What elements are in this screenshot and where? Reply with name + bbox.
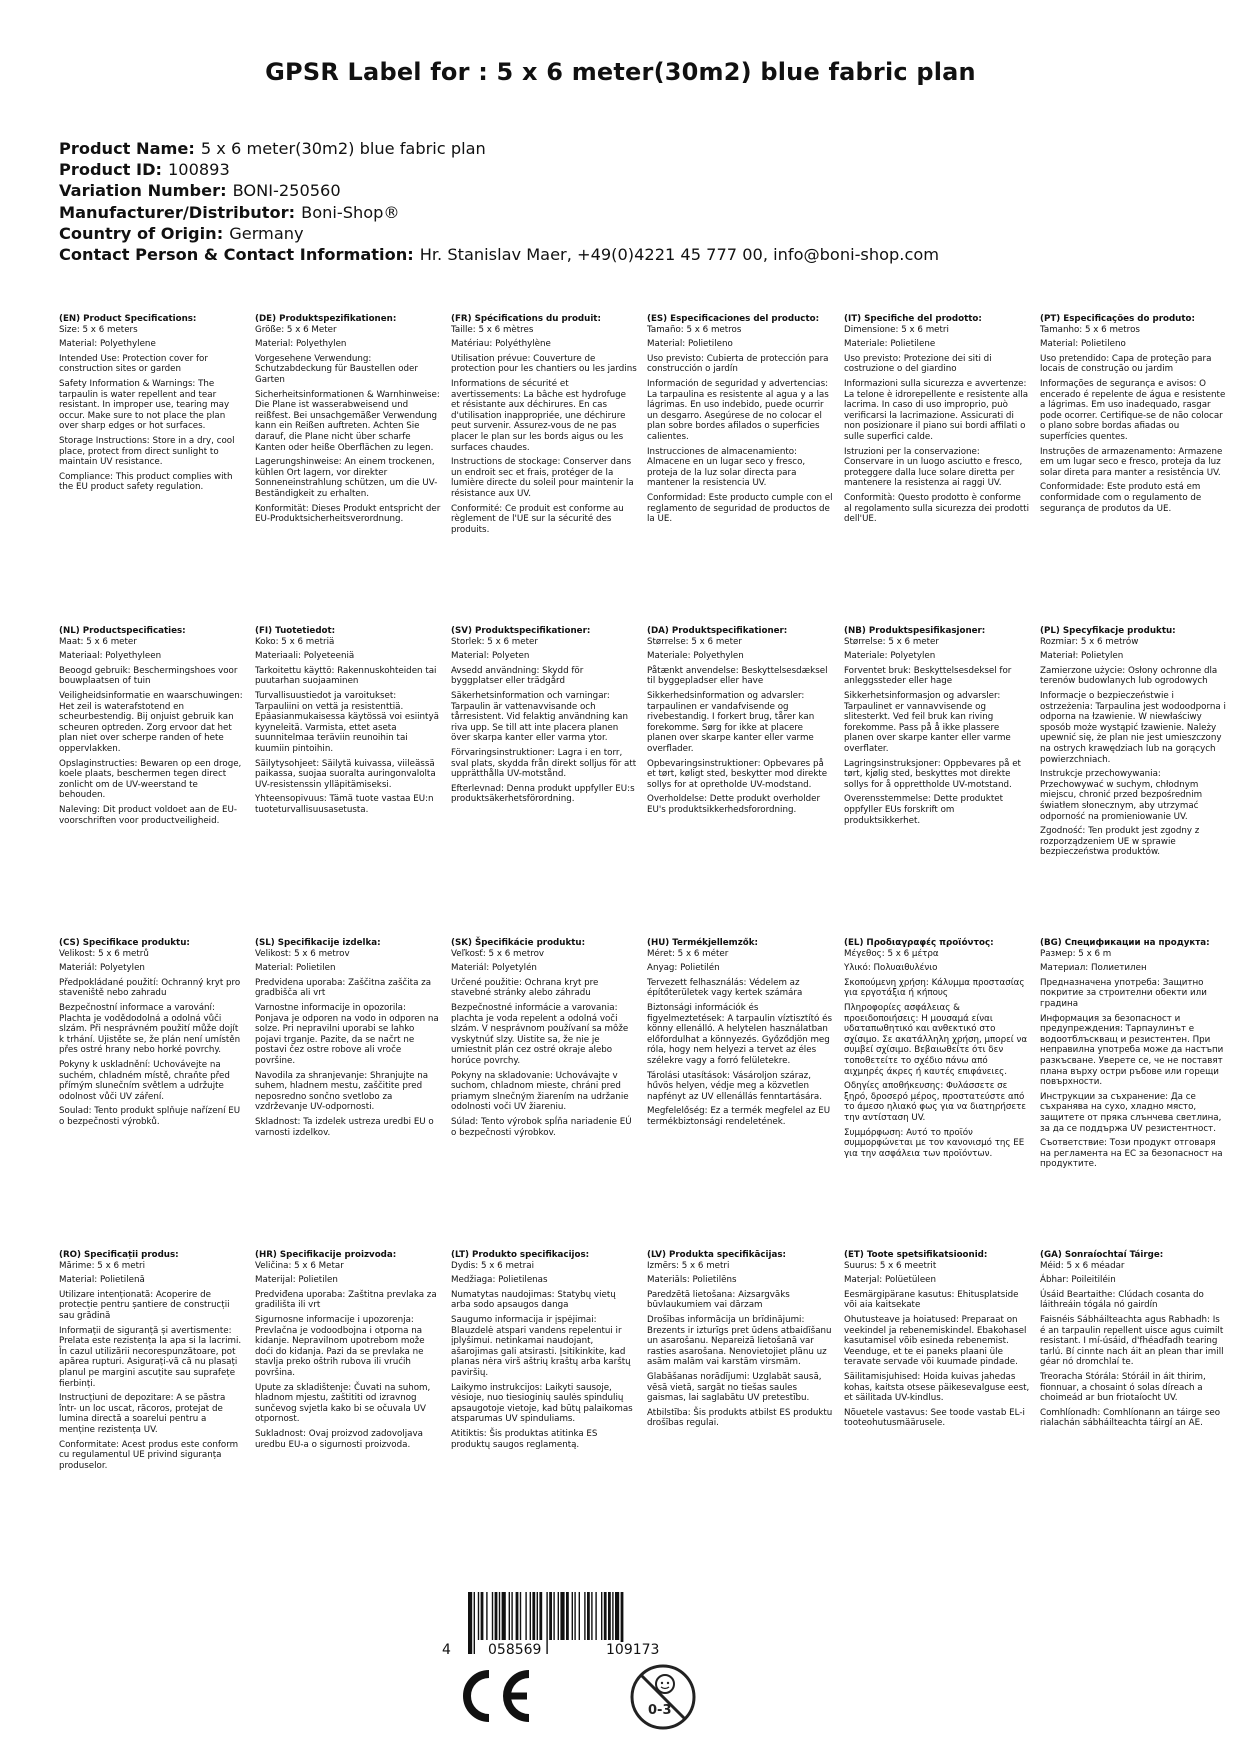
barcode-bar [502, 1592, 506, 1640]
spec-safety: Sikkerhedsinformation og advarsler: tarpaulinen er vandafvisende og rivebestandig. I forkert brug, tårer kan forekomme. Sørg for ikke at placere planen over skarpe kanter eller varme overflader. [647, 690, 815, 754]
spec-safety: Informații de siguranță și avertismente: Prelata este rezistența la apa si la lacrimi. În cazul utilizării necorespunzătoare, pot apărea rupturi. Asigurați-vă că nu plasați planul pe margini ascuțite sau suprafețe fierbinți. [59, 1325, 242, 1389]
spec-safety: Sikkerhetsinformasjon og advarsler: Tarpaulinet er vannavvisende og slitesterkt. Ved feil bruk kan riving forekomme. Pass på å ikke plassere planen over skarpe kanter eller varme overflater. [844, 690, 1011, 754]
barcode-digits-right: 109173 [606, 1642, 660, 1658]
spec-storage: Tárolási utasítások: Vásároljon száraz, hűvös helyen, védje meg a közvetlen napfényt az UV ellenállás fenntartására. [647, 1070, 823, 1102]
product-info [59, 138, 1199, 265]
variation-row [59, 180, 1199, 201]
spec-material: Material: Polietilen [255, 963, 336, 974]
spec-size: Størrelse: 5 x 6 meter [844, 636, 939, 647]
spec-title: (DE) Produktspezifikationen: [255, 314, 397, 324]
barcode-bar [566, 1592, 569, 1640]
spec-title: (LV) Produkta specifikācijas: [647, 1250, 786, 1260]
spec-compliance: Comhlíonadh: Comhlíonann an táirge seo rialachán sábháilteachta táirgí an AE. [1040, 1407, 1221, 1429]
spec-title: (HR) Specifikacije proizvoda: [255, 1250, 397, 1260]
spec-title: (RO) Specificații produs: [59, 1250, 179, 1260]
spec-title: (IT) Specifiche del prodotto: [844, 314, 982, 324]
spec-use: Tarkoitettu käyttö: Rakennuskohteiden tai puutarhan suojaaminen [255, 665, 437, 687]
barcode-bar [579, 1592, 580, 1640]
ce-mark-icon [455, 1668, 535, 1724]
barcode-bar [474, 1592, 475, 1654]
spec-safety: Safety Information & Warnings: The tarpaulin is water repellent and tear resistant. In improper use, tearing may occur. Make sure to not place the plan over sharp edges or hot surfaces. [59, 378, 230, 432]
spec-block [59, 938, 245, 1128]
spec-size: Suurus: 5 x 6 meetrit [844, 1260, 937, 1271]
barcode-bar [486, 1592, 487, 1640]
spec-use: Beoogd gebruik: Beschermingshoes voor bouwplaatsen of tuin [59, 665, 238, 687]
spec-compliance: Sukladnost: Ovaj proizvod zadovoljava uredbu EU-a o sigurnosti proizvoda. [255, 1428, 423, 1450]
spec-material: Материал: Полиетилен [1040, 963, 1147, 974]
spec-compliance: Συμμόρφωση: Αυτό το προϊόν συμμορφώνεται με τον κανονισμό της ΕΕ για την ασφάλεια των προϊόντων. [844, 1127, 1025, 1159]
spec-block [844, 1250, 1030, 1429]
spec-compliance: Yhteensopivuus: Tämä tuote vastaa EU:n tuoteturvallisuusasetusta. [255, 794, 434, 815]
barcode-bar [511, 1592, 512, 1640]
spec-storage: Instructions de stockage: Conserver dans un endroit sec et frais, protéger de la lumière directe du soleil pour maintenir la résistance aux UV. [451, 457, 634, 499]
spec-title: (ES) Especificaciones del producto: [647, 314, 820, 324]
spec-size: Size: 5 x 6 meters [59, 324, 138, 335]
barcode-bar [574, 1592, 575, 1640]
spec-use: Eesmärgipärane kasutus: Ehitusplatside või aia kaitsekate [844, 1289, 1019, 1311]
spec-material: Materiál: Polyetylen [59, 963, 145, 974]
spec-size: Maat: 5 x 6 meter [59, 636, 137, 647]
spec-use: Uso previsto: Cubierta de protección para construcción o jardín [647, 353, 829, 375]
spec-compliance: Skladnost: Ta izdelek ustreza uredbi EU o varnosti izdelkov. [255, 1116, 434, 1138]
barcode-bar [516, 1592, 519, 1640]
contact-row [59, 244, 1199, 265]
spec-block [255, 314, 441, 525]
spec-size: Dydis: 5 x 6 metrai [451, 1260, 534, 1271]
manufacturer-row [59, 202, 1199, 223]
barcode-bar [468, 1592, 472, 1654]
spec-material: Material: Polyethylen [255, 339, 347, 350]
barcode-bar [532, 1592, 535, 1640]
spec-material: Material: Polietileno [1040, 339, 1126, 350]
barcode-bar [615, 1592, 619, 1640]
barcode-bar [499, 1592, 500, 1640]
spec-storage: Säilytysohjeet: Säilytä kuivassa, viileässä paikassa, suojaa suoralta auringonvalolta UV-resistenssin ylläpitämiseksi. [255, 758, 436, 790]
barcode-bar [572, 1592, 573, 1640]
spec-block [1040, 1250, 1226, 1429]
spec-material: Material: Polietileno [647, 339, 733, 350]
barcode-bar [549, 1592, 552, 1640]
spec-size: Tamaño: 5 x 6 metros [647, 324, 742, 335]
product-name-value: 5 x 6 meter(30m2) blue fabric plan [200, 139, 486, 158]
spec-storage: Laikymo instrukcijos: Laikyti sausoje, vėsioje, nuo tiesioginių saulės spindulių apsaugotoje vietoje, kad būtų palaikomas atsparumas UV spinduliams. [451, 1382, 633, 1425]
spec-safety: Πληροφορίες ασφάλειας & προειδοποιήσεις: Η μουσαμά είναι υδαταπωθητικό και ανθεκτικό στο σχίσιμο. Σε ακατάλληλη χρήση, μπορεί να συμβεί σχίσιμο. Βεβαιωθείτε ότι δεν τοποθετείτε το σχέδιο πάνω από αιχμηρές άκρες ή καυτές επιφάνειες. [844, 1002, 1028, 1077]
spec-block [647, 1250, 833, 1429]
spec-compliance: Compliance: This product complies with the EU product safety regulation. [59, 471, 233, 493]
spec-safety: Ohutusteave ja hoiatused: Preparaat on veekindel ja rebenemiskindel. Ebakohasel kasutamisel võib esineda rebenemist. Veenduge, et te ei paneks plaani üle teravate servade või kuumade pindade. [844, 1314, 1027, 1368]
spec-block [647, 626, 833, 816]
barcode-bar [539, 1592, 542, 1640]
barcode-digit-lead: 4 [442, 1642, 451, 1658]
variation-label: Variation Number: [59, 181, 227, 201]
spec-storage: Opbevaringsinstruktioner: Opbevares på et tørt, køligt sted, beskytter mod direkte sollys for at opretholde UV-modstand. [647, 758, 828, 790]
barcode-bar [612, 1592, 613, 1640]
spec-compliance: Zgodność: Ten produkt jest zgodny z rozporządzeniem UE w sprawie bezpieczeństwa produktów. [1040, 826, 1200, 858]
spec-safety: Informacje o bezpieczeństwie i ostrzeżenia: Tarpaulina jest wodoodporna i odporna na łzawienie. W niewłaściwy sposób może wystąpić łzawienie. Należy upewnić się, że plan nie jest umieszczony na ostrych krawędziach lub na gorących powierzchniach. [1040, 690, 1226, 765]
spec-compliance: Soulad: Tento produkt splňuje nařízení EU o bezpečnosti výrobků. [59, 1106, 241, 1127]
barcode-bar [560, 1592, 564, 1640]
spec-safety: Sicherheitsinformationen & Warnhinweise: Die Plane ist wasserabweisend und reißfest. Bei unsachgemäßer Verwendung kann ein Reißen auftreten. Achten Sie darauf, die Plane nicht über scharfe Kanten oder heiße Oberflächen zu legen. [255, 389, 440, 453]
spec-safety: Información de seguridad y advertencias: La tarpaulina es resistente al agua y a las lágrimas. En uso indebido, puede ocurrir un desgarro. Asegúrese de no colocar el plan sobre bordes afilados o superficies calientes. [647, 378, 829, 442]
spec-storage: Instrucțiuni de depozitare: A se păstra într- un loc uscat, răcoros, protejat de lumina directă a soarelui pentru a menține rezistența UV. [59, 1393, 226, 1435]
spec-use: Předpokládané použití: Ochranný kryt pro staveniště nebo zahradu [59, 977, 241, 999]
spec-title: (BG) Спецификации на продукта: [1040, 938, 1210, 948]
barcode-bar [530, 1592, 531, 1640]
spec-title: (LT) Produkto specifikacijos: [451, 1250, 590, 1260]
spec-storage: Storage Instructions: Store in a dry, cool place, protect from direct sunlight to maintain UV resistance. [59, 435, 235, 468]
spec-safety: Drošības informācija un brīdinājumi: Brezents ir izturīgs pret ūdens atbaidīšanu un asarošanu. Nepareizā lietošanā var rasties asarošana. Nenovietojiet plānu uz asām malām vai karstām virsmām. [647, 1314, 832, 1368]
spec-storage: Treoracha Stórála: Stóráil in áit thirim, fionnuar, a chosaint ó solas díreach a choimeád ar bun friotaíocht UV. [1040, 1371, 1206, 1404]
spec-storage: Opslaginstructies: Bewaren op een droge, koele plaats, beschermen tegen direct zonlicht om de UV-weerstand te behouden. [59, 758, 242, 801]
barcode-digits-left: 058569 [488, 1642, 542, 1658]
spec-storage: Glabāšanas norādījumi: Uzglabāt sausā, vēsā vietā, sargāt no tiešas saules gaismas, lai saglabātu UV pretestību. [647, 1371, 822, 1404]
spec-use: Uso previsto: Protezione dei siti di costruzione o del giardino [844, 353, 992, 375]
spec-safety: Bezpečnostní informace a varování: Plachta je vodědodolná a odolná vůči slzám. Při nesprávném použití může dojít k trhání. Ujistěte se, že plán není umístěn přes ostré hrany nebo horké povrchy. [59, 1002, 241, 1056]
spec-size: Koko: 5 x 6 metriä [255, 636, 335, 647]
spec-use: Intended Use: Protection cover for construction sites or garden [59, 353, 208, 375]
spec-use: Avsedd användning: Skydd för byggplatser eller trädgård [451, 665, 584, 687]
spec-compliance: Съответствие: Този продукт отговаря на регламента на ЕС за безопасност на продуктите. [1040, 1138, 1223, 1170]
spec-compliance: Nõuetele vastavus: See toode vastab EL-i tooteohutusmäärusele. [844, 1407, 1025, 1429]
spec-compliance: Naleving: Dit product voldoet aan de EU-voorschriften voor productveiligheid. [59, 804, 238, 826]
spec-material: Materiāls: Polietilēns [647, 1275, 737, 1286]
barcode-bar [558, 1592, 559, 1640]
page-title: GPSR Label for : 5 x 6 meter(30m2) blue fabric plan [265, 58, 976, 86]
barcode-bar [584, 1592, 585, 1640]
spec-title: (EL) Προδιαγραφές προϊόντος: [844, 938, 994, 948]
manufacturer-value: Boni-Shop® [301, 202, 400, 222]
product-id-label: Product ID: [59, 160, 162, 180]
spec-title: (SV) Produktspecifikationer: [451, 626, 591, 636]
spec-block [59, 626, 245, 826]
spec-size: Méret: 5 x 6 méter [647, 948, 729, 959]
spec-material: Υλικό: Πολυαιθυλένιο [844, 963, 938, 974]
spec-size: Taille: 5 x 6 mètres [451, 324, 534, 335]
barcode-bar [525, 1592, 526, 1640]
spec-size: Размер: 5 x 6 m [1040, 948, 1112, 959]
spec-use: Úsáid Beartaithe: Clúdach cosanta do láithreáin tógála nó gairdín [1040, 1289, 1204, 1311]
spec-material: Materjal: Polüetüleen [844, 1275, 937, 1286]
spec-size: Größe: 5 x 6 Meter [255, 324, 337, 335]
product-name-row [59, 138, 1199, 159]
spec-material: Matériau: Polyéthylène [451, 339, 551, 350]
spec-use: Vorgesehene Verwendung: Schutzabdeckung für Baustellen oder Garten [255, 353, 418, 385]
barcode-bar [587, 1592, 590, 1640]
product-id-row [59, 159, 1199, 180]
spec-compliance: Konformität: Dieses Produkt entspricht der EU-Produktsicherheitsverordnung. [255, 503, 441, 525]
spec-block [647, 314, 833, 525]
barcode-bar [520, 1592, 521, 1640]
barcode [440, 1592, 740, 1662]
spec-title: (DA) Produktspecifikationer: [647, 626, 788, 636]
spec-size: Izmērs: 5 x 6 metri [647, 1260, 730, 1271]
spec-material: Materiale: Polietilene [844, 339, 936, 350]
spec-safety: Informations de sécurité et avertissements: La bâche est hydrofuge et résistante aux déchirures. En cas d'utilisation inappropriée, une déchirure peut survenir. Assurez-vous de ne pas placer le plan sur les bords aigus ou les surfaces chaudes. [451, 378, 627, 453]
spec-storage: Navodila za shranjevanje: Shranjujte na suhem, hladnem mestu, zaščitite pred neposredno sončno svetlobo za vzdrževanje UV-odpornosti. [255, 1070, 429, 1113]
spec-title: (SL) Specifikacije izdelka: [255, 938, 381, 948]
spec-compliance: Conformitate: Acest produs este conform cu regulamentul UE privind siguranța produselor. [59, 1439, 239, 1471]
spec-size: Méid: 5 x 6 méadar [1040, 1260, 1125, 1271]
spec-compliance: Atitiktis: Šis produktas atitinka ES produktų saugos reglamentą. [451, 1428, 598, 1450]
spec-block [844, 626, 1030, 826]
age-range-label: 0-3 [648, 1703, 672, 1718]
spec-block [451, 1250, 637, 1450]
spec-safety: Saugumo informacija ir įspėjimai: Blauzdelė atspari vandens repelentui ir įplyšimui. netinkamai naudojant, ašarojimas gali atsirasti. Įsitikinkite, kad planas nėra virš aštrių kraštų arba karštų paviršių. [451, 1314, 631, 1378]
spec-use: Paredzētā lietošana: Aizsargvāks būvlaukumiem vai dārzam [647, 1289, 790, 1311]
spec-title: (GA) Sonraíochtaí Táirge: [1040, 1250, 1164, 1260]
product-name-label: Product Name: [59, 139, 195, 158]
barcode-bar [495, 1592, 498, 1640]
spec-block [1040, 938, 1226, 1170]
spec-block [59, 314, 245, 493]
spec-storage: Οδηγίες αποθήκευσης: Φυλάσσετε σε ξηρό, δροσερό μέρος, προστατεύστε από το άμεσο ηλιακό φως για να διατηρήσετε την αντίσταση UV. [844, 1081, 1026, 1123]
spec-block [59, 1250, 245, 1471]
spec-storage: Pokyny k uskladnění: Uchovávejte na suchém, chladném místě, chraňte před přímým slunečním světlem a udržujte odolnost vůči UV záření. [59, 1059, 230, 1102]
spec-use: Numatytas naudojimas: Statybų vietų arba sodo apsaugos danga [451, 1289, 616, 1311]
spec-safety: Veiligheidsinformatie en waarschuwingen: Het zeil is waterafstotend en scheurbestendig. Bij onjuist gebruik kan scheuren optreden. Zorg ervoor dat het plan niet over scherpe randen of hete oppervlakken. [59, 690, 243, 754]
spec-title: (NL) Productspecificaties: [59, 626, 186, 636]
spec-safety: Информация за безопасност и предупреждения: Тарпаулинът е водоотблъскващ и резистентен. При неправилна употреба може да настъпи разкъсване. Уверете се, че не поставят плана върху остри ръбове или горещи повърхности. [1040, 1013, 1224, 1088]
spec-block [255, 1250, 441, 1450]
spec-compliance: Conformità: Questo prodotto è conforme al regolamento sulla sicurezza dei prodotti dell'UE. [844, 492, 1029, 525]
spec-title: (PL) Specyfikacje produktu: [1040, 626, 1176, 636]
spec-block [647, 938, 833, 1128]
origin-value: Germany [229, 223, 304, 243]
not-for-children-0-3-icon [628, 1662, 698, 1732]
spec-size: Μέγεθος: 5 x 6 μέτρα [844, 948, 939, 959]
barcode-bar [601, 1592, 602, 1640]
spec-block [451, 938, 637, 1138]
spec-use: Предназначена употреба: Защитно покритие за строителни обекти или градина [1040, 977, 1207, 1009]
spec-safety: Bezpečnostné informácie a varovania: plachta je voda repelent a odolná voči slzám. V nesprávnom používaní sa môže vyskytnúť slzy. Uistite sa, že nie je umiestnit plán cez ostré okraje alebo horúce povrchy. [451, 1002, 629, 1066]
spec-storage: Upute za skladištenje: Čuvati na suhom, hladnom mjestu, zaštititi od izravnog sunčevog svjetla kako bi se očuvala UV otpornost. [255, 1382, 431, 1425]
spec-compliance: Overensstemmelse: Dette produktet oppfyller EUs forskrift om produktsikkerhet. [844, 794, 1003, 826]
spec-block [1040, 626, 1226, 858]
spec-safety: Varnostne informacije in opozorila: Ponjava je odporen na vodo in odporen na solze. Pri nepravilni uporabi se lahko pojavi trganje. Pazite, da se načrt ne postavi čez ostre robove ali vroče površine. [255, 1002, 439, 1066]
spec-size: Dimensione: 5 x 6 metri [844, 324, 949, 335]
spec-title: (ET) Toote spetsifikatsioonid: [844, 1250, 988, 1260]
spec-size: Veličina: 5 x 6 Metar [255, 1260, 344, 1271]
spec-storage: Lagerungshinweise: An einem trockenen, kühlen Ort lagern, vor direkter Sonneneinstrahlung schützen, um die UV-Beständigkeit zu erhalten. [255, 457, 438, 499]
spec-use: Predvidena uporaba: Zaščitna zaščita za gradbišča ali vrt [255, 977, 432, 999]
spec-use: Uso pretendido: Capa de proteção para locais de construção ou jardim [1040, 353, 1212, 375]
contact-value: Hr. Stanislav Maer, +49(0)4221 45 777 00, info@boni-shop.com [419, 245, 940, 265]
barcode-bar [537, 1592, 538, 1640]
spec-size: Veľkosť: 5 x 6 metrov [451, 948, 545, 959]
barcode-bar [481, 1592, 484, 1640]
spec-title: (EN) Product Specifications: [59, 314, 197, 324]
spec-safety: Säkerhetsinformation och varningar: Tarpaulin är vattenavvisande och tårresistent. Vid felaktig användning kan riva upp. Se till att inte placera planen över skarpa kanter eller varma ytor. [451, 690, 628, 744]
product-id-value: 100893 [167, 160, 230, 180]
spec-material: Materiaali: Polyeteeniä [255, 651, 355, 662]
spec-block [1040, 314, 1226, 514]
spec-size: Tamanho: 5 x 6 metros [1040, 324, 1140, 335]
spec-material: Materiaal: Polyethyleen [59, 651, 162, 662]
spec-size: Velikost: 5 x 6 metrov [255, 948, 350, 959]
variation-value: BONI-250560 [232, 181, 341, 201]
origin-label: Country of Origin: [59, 223, 224, 243]
spec-material: Anyag: Polietilén [647, 963, 720, 974]
spec-block [844, 938, 1030, 1159]
spec-material: Materiale: Polyetylen [844, 651, 936, 662]
spec-size: Velikost: 5 x 6 metrů [59, 948, 149, 959]
spec-compliance: Súlad: Tento výrobok spĺňa nariadenie EÚ o bezpečnosti výrobkov. [451, 1116, 632, 1138]
spec-storage: Säilitamisjuhised: Hoida kuivas jahedas kohas, kaitsta otsese päikesevalguse eest, et säilitada UV-kindlus. [844, 1371, 1030, 1404]
spec-use: Påtænkt anvendelse: Beskyttelsesdæksel til byggepladser eller have [647, 665, 828, 687]
barcode-bar [595, 1592, 596, 1640]
spec-size: Størrelse: 5 x 6 meter [647, 636, 742, 647]
spec-material: Materiale: Polyethylen [647, 651, 744, 662]
barcode-bar [492, 1592, 493, 1640]
spec-use: Predviđena uporaba: Zaštitna prevlaka za gradilišta ili vrt [255, 1289, 437, 1311]
spec-material: Materiál: Polyetylén [451, 963, 537, 974]
spec-compliance: Conformité: Ce produit est conforme au règlement de l'UE sur la sécurité des produits. [451, 503, 624, 535]
barcode-bar [509, 1592, 510, 1640]
spec-compliance: Overholdelse: Dette produkt overholder EU's produktsikkerhedsforordning. [647, 794, 821, 815]
spec-material: Material: Polyeten [451, 651, 530, 662]
spec-material: Ábhar: Poileitiléin [1040, 1275, 1116, 1286]
spec-safety: Faisnéis Sábháilteachta agus Rabhadh: Is é an tarpaulin repellent uisce agus cuimilt resistant. I mí-úsáid, d'fhéadfadh tearing tarlú. Bí cinnte nach áit an plean thar imill géar nó dromchlaí te. [1040, 1314, 1224, 1368]
origin-row [59, 223, 1199, 244]
manufacturer-label: Manufacturer/Distributor: [59, 202, 296, 222]
spec-safety: Sigurnosne informacije i upozorenja: Prevlačna je vodoodbojna i otporna na kidanje. Nepravilnom upotrebom može doći do kidanja. Pazi da se prevlaka ne stavlja preko oštrih rubova ili vrućih površina. [255, 1314, 425, 1378]
spec-use: Určené použitie: Ochrana kryt pre stavebné stránky alebo záhradu [451, 977, 599, 999]
spec-title: (HU) Termékjellemzők: [647, 938, 759, 948]
spec-use: Tervezett felhasználás: Védelem az építőterületek vagy kertek számára [647, 977, 803, 999]
spec-block [255, 938, 441, 1138]
spec-storage: Instrukcje przechowywania: Przechowywać w suchym, chłodnym miejscu, chronić przed bezpośrednim światłem słonecznym, aby utrzymać odporność na promieniowanie UV. [1040, 769, 1203, 822]
spec-title: (SK) Špecifikácie produktu: [451, 938, 586, 948]
spec-block [844, 314, 1030, 525]
spec-grid [59, 314, 1229, 1564]
spec-safety: Turvallisuustiedot ja varoitukset: Tarpauliini on vettä ja resistenttiä. Epäasianmukaisessa käytössä voi esiintyä kyyneleitä. Varmista, ettet aseta suunnitelmaa teräviin reunoihin tai kuumiin pintoihin. [255, 690, 439, 754]
spec-title: (NB) Produktspesifikasjoner: [844, 626, 986, 636]
contact-label: Contact Person & Contact Information: [59, 245, 414, 265]
barcode-bar [591, 1592, 592, 1640]
spec-storage: Pokyny na skladovanie: Uchovávajte v suchom, chladnom mieste, chráni pred priamym slnečným žiarením na udržanie odolnosti voči UV žiareniu. [451, 1070, 629, 1113]
barcode-bar [553, 1592, 554, 1640]
barcode-bar [604, 1592, 607, 1640]
spec-size: Storlek: 5 x 6 meter [451, 636, 538, 647]
spec-compliance: Conformidad: Este producto cumple con el reglamento de seguridad de productos de la UE. [647, 492, 833, 525]
spec-safety: Biztonsági információk és figyelmeztetések: A tarpaulin víztisztító és könny ellenálló. A helytelen használatban előfordulhat a könnyezés. Győződjön meg róla, hogy nem helyezi a tervet az éles szélekre vagy a forró felületekre. [647, 1002, 832, 1066]
spec-compliance: Conformidade: Este produto está em conformidade com o regulamento de segurança de produtos da UE. [1040, 482, 1202, 514]
spec-use: Utilisation prévue: Couverture de protection pour les chantiers ou les jardins [451, 353, 637, 375]
spec-use: Zamierzone użycie: Osłony ochronne dla terenów budowlanych lub ogrodowych [1040, 665, 1218, 687]
spec-size: Rozmiar: 5 x 6 metrów [1040, 636, 1139, 647]
barcode-bar [608, 1592, 611, 1640]
spec-compliance: Efterlevnad: Denna produkt uppfyller EU:s produktsäkerhetsförordning. [451, 783, 635, 805]
spec-material: Material: Polyethylene [59, 339, 156, 350]
spec-material: Materijal: Polietilen [255, 1275, 338, 1286]
spec-use: Σκοπούμενη χρήση: Κάλυμμα προστασίας για εργοτάξια ή κήπους [844, 977, 1025, 999]
spec-title: (FR) Spécifications du produit: [451, 314, 601, 324]
barcode-bar [478, 1592, 479, 1640]
spec-title: (FI) Tuotetiedot: [255, 626, 336, 636]
spec-storage: Förvaringsinstruktioner: Lagra i en torr, sval plats, skydda från direkt solljus för att upprätthålla UV-motstånd. [451, 747, 637, 780]
spec-use: Utilizare intenționată: Acoperire de protecție pentru șantiere de construcții sau grădină [59, 1289, 230, 1321]
spec-storage: Istruzioni per la conservazione: Conservare in un luogo asciutto e fresco, proteggere dalla luce solare diretta per mantenere la resistenza ai raggi UV. [844, 446, 1023, 489]
spec-material: Material: Polietilenă [59, 1275, 145, 1286]
spec-block [451, 314, 637, 535]
barcode-bar [546, 1592, 547, 1654]
spec-title: (PT) Especificações do produto: [1040, 314, 1195, 324]
spec-title: (CS) Specifikace produktu: [59, 938, 190, 948]
spec-compliance: Atbilstība: Šis produkts atbilst ES produktu drošības regulai. [647, 1407, 833, 1429]
spec-compliance: Megfelelőség: Ez a termék megfelel az EU termékbiztonsági rendeletének. [647, 1106, 831, 1127]
spec-storage: Instrucciones de almacenamiento: Almacene en un lugar seco y fresco, proteja de la luz solar directa para mantener la resistencia UV. [647, 446, 806, 489]
spec-storage: Lagringsinstruksjoner: Oppbevares på et tørt, kjølig sted, beskyttes mot direkte sollys for å opprettholde UV-motstand. [844, 758, 1021, 790]
spec-storage: Instruções de armazenamento: Armazene em um lugar seco e fresco, proteja da luz solar direta para manter a resistência UV. [1040, 446, 1223, 478]
spec-block [255, 626, 441, 816]
spec-storage: Инструкции за съхранение: Да се съхранява на сухо, хладно място, защитете от пряка слънчева светлина, за да се поддържа UV резистентност. [1040, 1091, 1222, 1134]
spec-safety: Informazioni sulla sicurezza e avvertenze: La telone è idrorepellente e resistente alla lacrima. In caso di uso improprio, può verificarsi la lacrimazione. Assicurati di non posizionare il piano sui bordi affilati o sulle superfici calde. [844, 378, 1029, 442]
spec-use: Forventet bruk: Beskyttelsesdeksel for anleggssteder eller hage [844, 665, 1012, 687]
spec-material: Materiał: Polietylen [1040, 651, 1124, 662]
spec-safety: Informações de segurança e avisos: O encerado é repelente de água e resistente a lágrimas. Em uso inadequado, rasgar pode ocorrer. Certifique-se de não colocar o plano sobre bordas afiadas ou superfícies quentes. [1040, 378, 1226, 442]
spec-material: Medžiaga: Polietilenas [451, 1275, 548, 1286]
spec-block [451, 626, 637, 805]
spec-size: Mărime: 5 x 6 metri [59, 1260, 145, 1271]
